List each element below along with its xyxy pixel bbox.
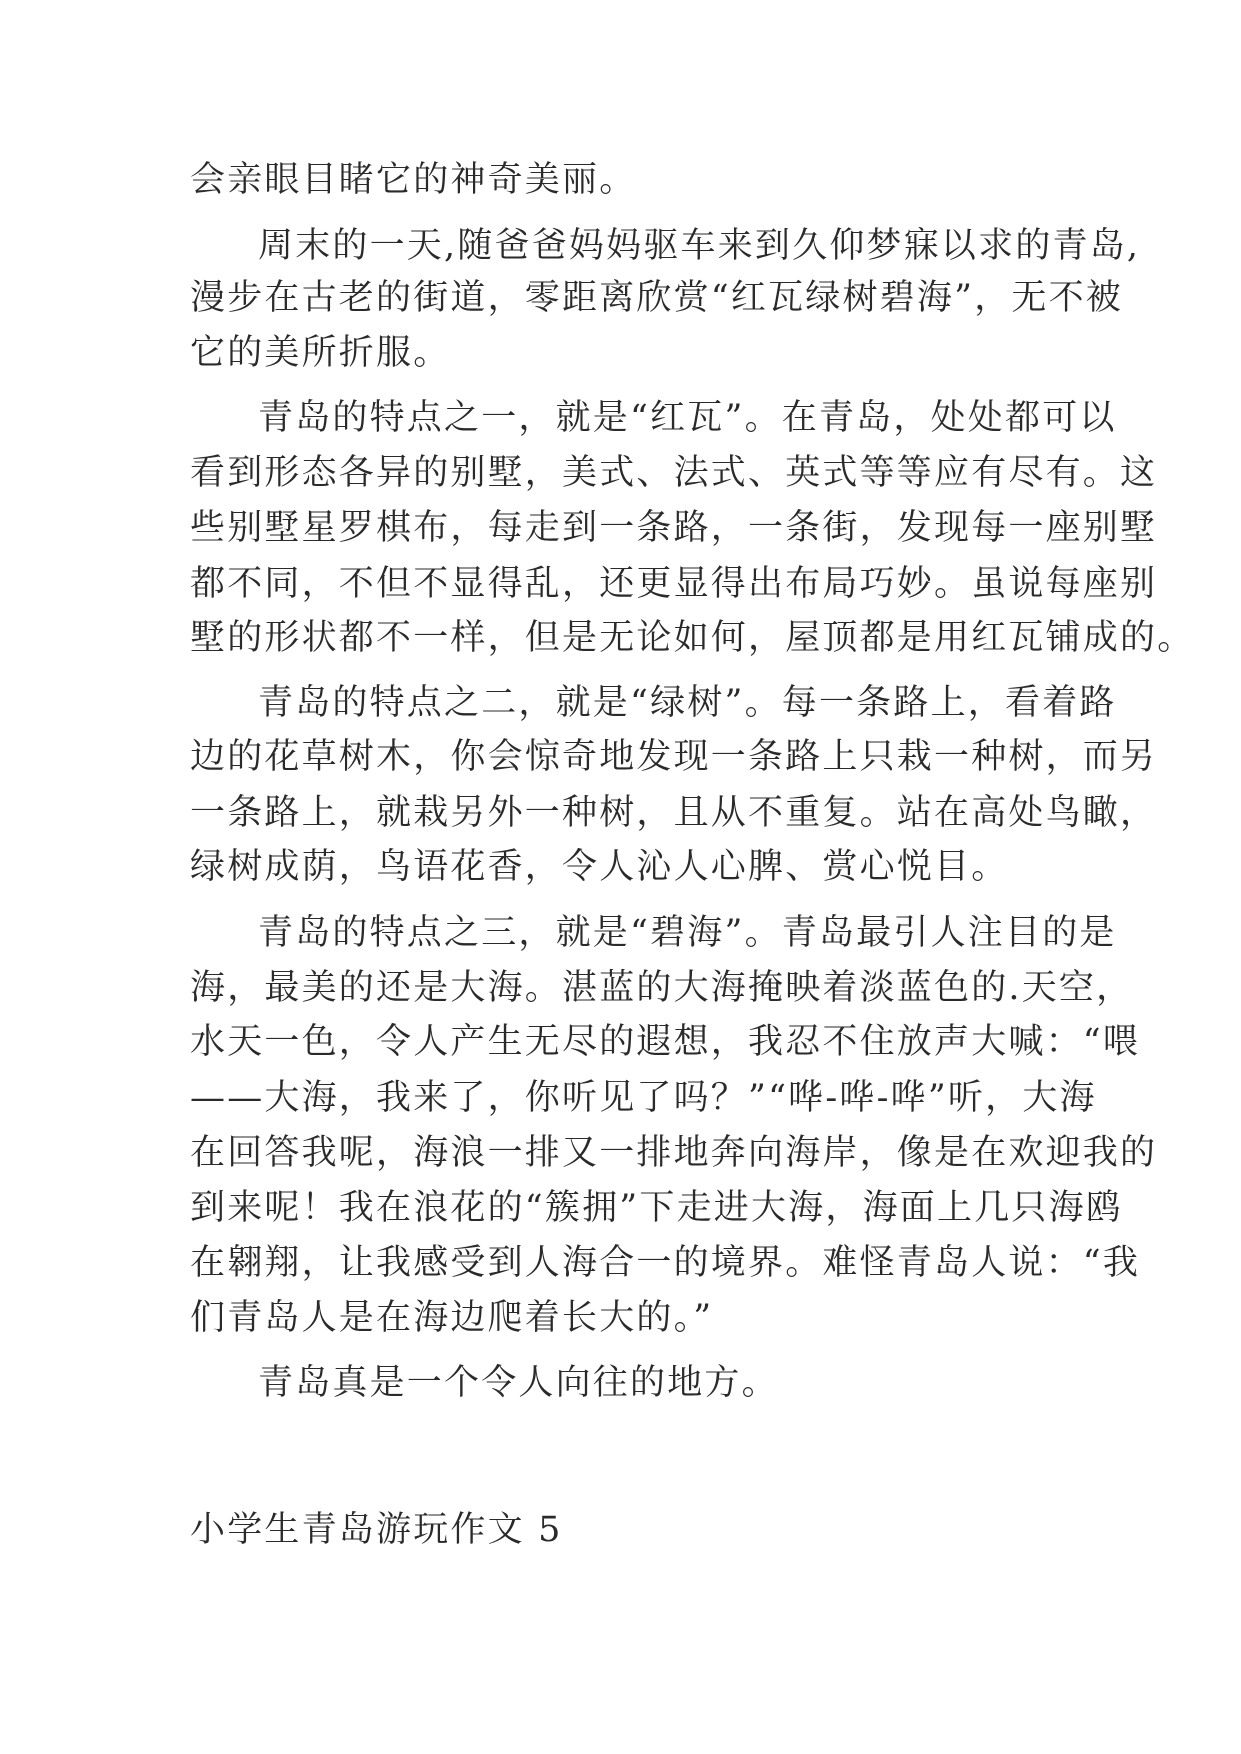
paragraph-first-line: 青岛的特点之一，就是“红瓦”。在青岛，处处都可以 bbox=[258, 398, 1117, 438]
section-heading: 小学生青岛游玩作文 5 bbox=[190, 1510, 563, 1550]
text-line: 绿树成荫，鸟语花香，令人沁人心脾、赏心悦目。 bbox=[190, 847, 1009, 887]
text-line: 看到形态各异的别墅，美式、法式、英式等等应有尽有。这 bbox=[190, 453, 1158, 493]
paragraph-first-line: 青岛的特点之三，就是“碧海”。青岛最引人注目的是 bbox=[258, 913, 1117, 953]
text-line: 漫步在古老的街道，零距离欣赏“红瓦绿树碧海”，无不被 bbox=[190, 278, 1123, 318]
text-line: 边的花草树木，你会惊奇地发现一条路上只栽一种树，而另 bbox=[190, 737, 1158, 777]
text-line: 些别墅星罗棋布，每走到一条路，一条街，发现每一座别墅 bbox=[190, 508, 1158, 548]
text-line: 在翱翔，让我感受到人海合一的境界。难怪青岛人说：“我 bbox=[190, 1243, 1141, 1283]
text-line: 海，最美的还是大海。湛蓝的大海掩映着淡蓝色的.天空， bbox=[190, 968, 1134, 1008]
text-line: 它的美所折服。 bbox=[190, 333, 451, 373]
text-line: 在回答我呢，海浪一排又一排地奔向海岸，像是在欢迎我的 bbox=[190, 1133, 1158, 1173]
text-line: 墅的形状都不一样，但是无论如何，屋顶都是用红瓦铺成的。 bbox=[190, 618, 1195, 658]
text-line: 到来呢！我在浪花的“簇拥”下走进大海，海面上几只海鸥 bbox=[190, 1188, 1123, 1228]
text-line: 们青岛人是在海边爬着长大的。” bbox=[190, 1298, 714, 1338]
text-line: 会亲眼目睹它的神奇美丽。 bbox=[190, 160, 637, 200]
text-line: 都不同，不但不显得乱，还更显得出布局巧妙。虽说每座别 bbox=[190, 564, 1158, 604]
paragraph-first-line: 周末的一天,随爸爸妈妈驱车来到久仰梦寐以求的青岛, bbox=[258, 226, 1141, 266]
text-line: 水天一色，令人产生无尽的遐想，我忍不住放声大喊：“喂 bbox=[190, 1022, 1141, 1062]
text-line: 一条路上，就栽另外一种树，且从不重复。站在高处鸟瞰， bbox=[190, 793, 1158, 833]
paragraph-first-line: 青岛的特点之二，就是“绿树”。每一条路上，看着路 bbox=[258, 683, 1117, 723]
text-line: ——大海，我来了，你听见了吗？”“哗-哗-哗”听，大海 bbox=[190, 1078, 1097, 1118]
paragraph-first-line: 青岛真是一个令人向往的地方。 bbox=[258, 1363, 779, 1403]
